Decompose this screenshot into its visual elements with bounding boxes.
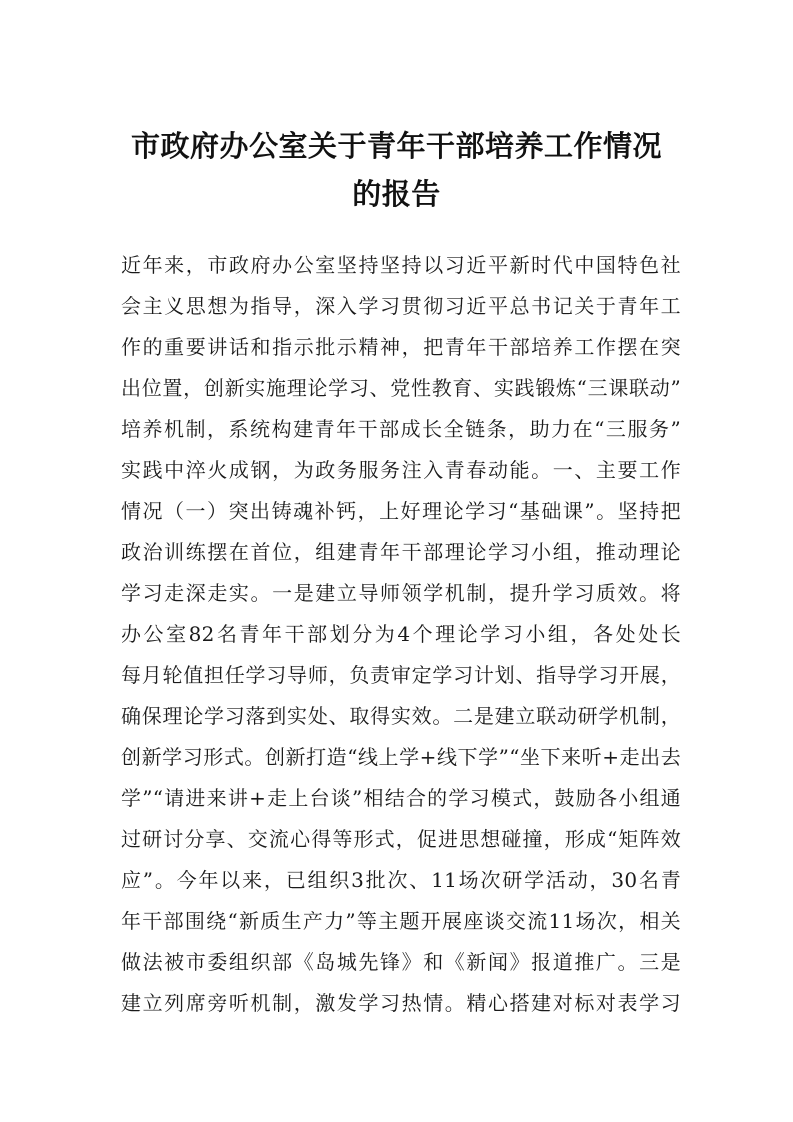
- body-line: 培养机制，系统构建青年干部成长全链条，助力在“三服务”: [121, 417, 681, 441]
- body-line: 近年来，市政府办公室坚持坚持以习近平新时代中国特色社: [121, 253, 681, 277]
- body-line: 出位置，创新实施理论学习、党性教育、实践锻炼“三课联动”: [121, 376, 681, 400]
- body-line: 办公室82名青年干部划分为4个理论学习小组，各处处长: [121, 622, 681, 646]
- body-line: 建立列席旁听机制，激发学习热情。精心搭建对标对表学习: [121, 991, 681, 1015]
- document-title: [0, 122, 793, 218]
- title-line: 的报告: [352, 177, 441, 211]
- body-line: 学习走深走实。一是建立导师领学机制，提升学习质效。将: [121, 581, 681, 605]
- body-line: 会主义思想为指导，深入学习贯彻习近平总书记关于青年工: [121, 294, 681, 318]
- body-line: 作的重要讲话和指示批示精神，把青年干部培养工作摆在突: [121, 335, 681, 359]
- document-body: [121, 245, 681, 1024]
- body-line: 做法被市委组织部《岛城先锋》和《新闻》报道推广。三是: [121, 950, 681, 974]
- body-line: 应”。今年以来，已组织3批次、11场次研学活动，30名青: [121, 868, 681, 892]
- title-line: 市政府办公室关于青年干部培养工作情况: [130, 129, 662, 163]
- body-line: 情况（一）突出铸魂补钙，上好理论学习“基础课”。坚持把: [121, 499, 681, 523]
- body-line: 年干部围绕“新质生产力”等主题开展座谈交流11场次，相关: [121, 909, 681, 933]
- body-line: 创新学习形式。创新打造“线上学+线下学”“坐下来听+走出去: [121, 745, 681, 769]
- body-line: 过研讨分享、交流心得等形式，促进思想碰撞，形成“矩阵效: [121, 827, 681, 851]
- body-line: 每月轮值担任学习导师，负责审定学习计划、指导学习开展，: [121, 663, 681, 687]
- body-line: 实践中淬火成钢，为政务服务注入青春动能。一、主要工作: [121, 458, 681, 482]
- body-line: 学”“请进来讲+走上台谈”相结合的学习模式，鼓励各小组通: [121, 786, 681, 810]
- body-line: 政治训练摆在首位，组建青年干部理论学习小组，推动理论: [121, 540, 681, 564]
- body-line: 确保理论学习落到实处、取得实效。二是建立联动研学机制，: [121, 704, 681, 728]
